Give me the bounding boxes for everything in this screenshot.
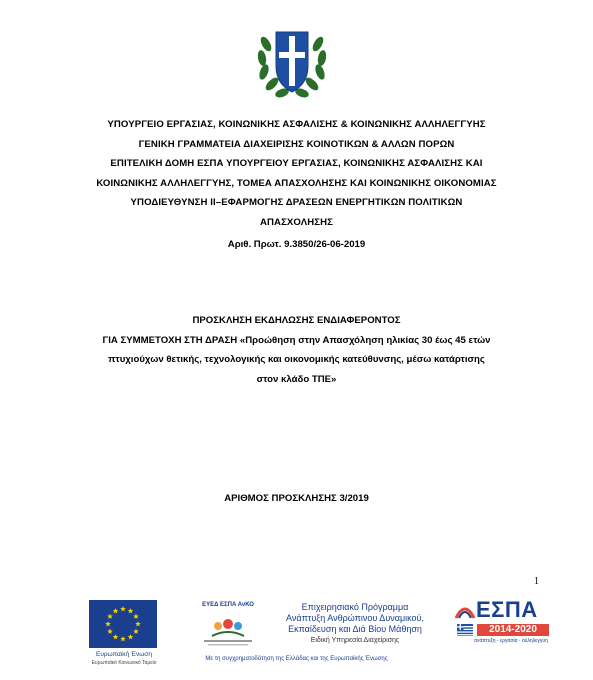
invitation-line: πτυχιούχων θετικής, τεχνολογικής και οικονομικής κατεύθυνσης, μέσω κατάρτισης [108, 354, 485, 366]
operational-programme [270, 602, 440, 646]
call-number: ΑΡΙΘΜΟΣ ΠΡΟΣΚΛΗΣΗΣ 3/2019 [224, 493, 369, 504]
eu-label-text: Ευρωπαϊκή Ένωση [96, 651, 152, 658]
invitation-line: ΓΙΑ ΣΥΜΜΕΤΟΧΗ ΣΤΗ ΔΡΑΣΗ «Προώθηση στην Απασχόληση ηλικίας 30 έως 45 ετών [102, 334, 491, 346]
programme-line: Επιχειρησιακό Πρόγραμμα [301, 602, 409, 612]
header-line: ΥΠΟΔΙΕΥΘΥΝΣΗ ΙΙ–ΕΦΑΡΜΟΓΗΣ ΔΡΑΣΕΩΝ ΕΝΕΡΓΗΤΙΚΩΝ ΠΟΛΙΤΙΚΩΝ [130, 197, 463, 209]
programme-line: Ειδική Υπηρεσία Διαχείρισης [310, 637, 400, 644]
eyed-logo-icon [198, 610, 258, 650]
cofunding-note: Με τη συγχρηματοδότηση της Ελλάδας και της Ευρωπαϊκής Ένωσης [205, 656, 388, 662]
header-line: ΥΠΟΥΡΓΕΙΟ ΕΡΓΑΣΙΑΣ, ΚΟΙΝΩΝΙΚΗΣ ΑΣΦΑΛΙΣΗΣ & ΚΟΙΝΩΝΙΚΗΣ ΑΛΛΗΛΕΓΓΥΗΣ [107, 119, 486, 130]
eu-flag-icon [89, 600, 157, 648]
eu-sublabel-text: Ευρωπαϊκό Κοινωνικό Ταμείο [91, 660, 157, 666]
programme-line: Εκπαίδευση και Διά Βίου Μάθηση [288, 624, 422, 634]
header-line: ΑΠΑΣΧΟΛΗΣΗΣ [259, 216, 333, 228]
eyed-block [188, 602, 268, 608]
header-line: ΓΕΝΙΚΗ ΓΡΑΜΜΑΤΕΙΑ ΔΙΑΧΕΙΡΙΣΗΣ ΚΟΙΝΟΤΙΚΩΝ & ΑΛΛΩΝ ΠΟΡΩΝ [138, 138, 455, 150]
protocol-number: Αριθ. Πρωτ. 9.3850/26-06-2019 [227, 239, 366, 250]
issuer-header [20, 115, 573, 233]
espa-slogan: ανάπτυξη - εργασία - αλληλεγγύη [474, 638, 548, 644]
espa-logo-text: ΕΣΠΑ [476, 597, 538, 622]
eyed-title: ΕΥΕΔ ΕΣΠΑ ΑνΚΟ [202, 602, 254, 608]
programme-line: Ανάπτυξη Ανθρώπινου Δυναμικού, [286, 613, 424, 623]
header-line: ΕΠΙΤΕΛΙΚΗ ΔΟΜΗ ΕΣΠΑ ΥΠΟΥΡΓΕΙΟΥ ΕΡΓΑΣΙΑΣ, ΚΟΙΝΩΝΙΚΗΣ ΑΣΦΑΛΙΣΗΣ ΚΑΙ [110, 158, 483, 170]
invitation-title [20, 311, 573, 389]
greek-flag-icon [457, 624, 473, 636]
espa-years: 2014-2020 [477, 624, 549, 636]
espa-mark-icon [454, 600, 476, 622]
header-line: ΚΟΙΝΩΝΙΚΗΣ ΑΛΛΗΛΕΓΓΥΗΣ, ΤΟΜΕΑ ΑΠΑΣΧΟΛΗΣΗΣ ΚΑΙ ΚΟΙΝΩΝΙΚΗΣ ΟΙΚΟΝΟΜΙΑΣ [96, 177, 497, 189]
invitation-line: ΠΡΟΣΚΛΗΣΗ ΕΚΔΗΛΩΣΗΣ ΕΝΔΙΑΦΕΡΟΝΤΟΣ [192, 315, 401, 326]
invitation-line: στον κλάδο ΤΠΕ» [256, 373, 337, 385]
page-number: 1 [534, 576, 539, 587]
greek-emblem-icon [252, 14, 332, 104]
